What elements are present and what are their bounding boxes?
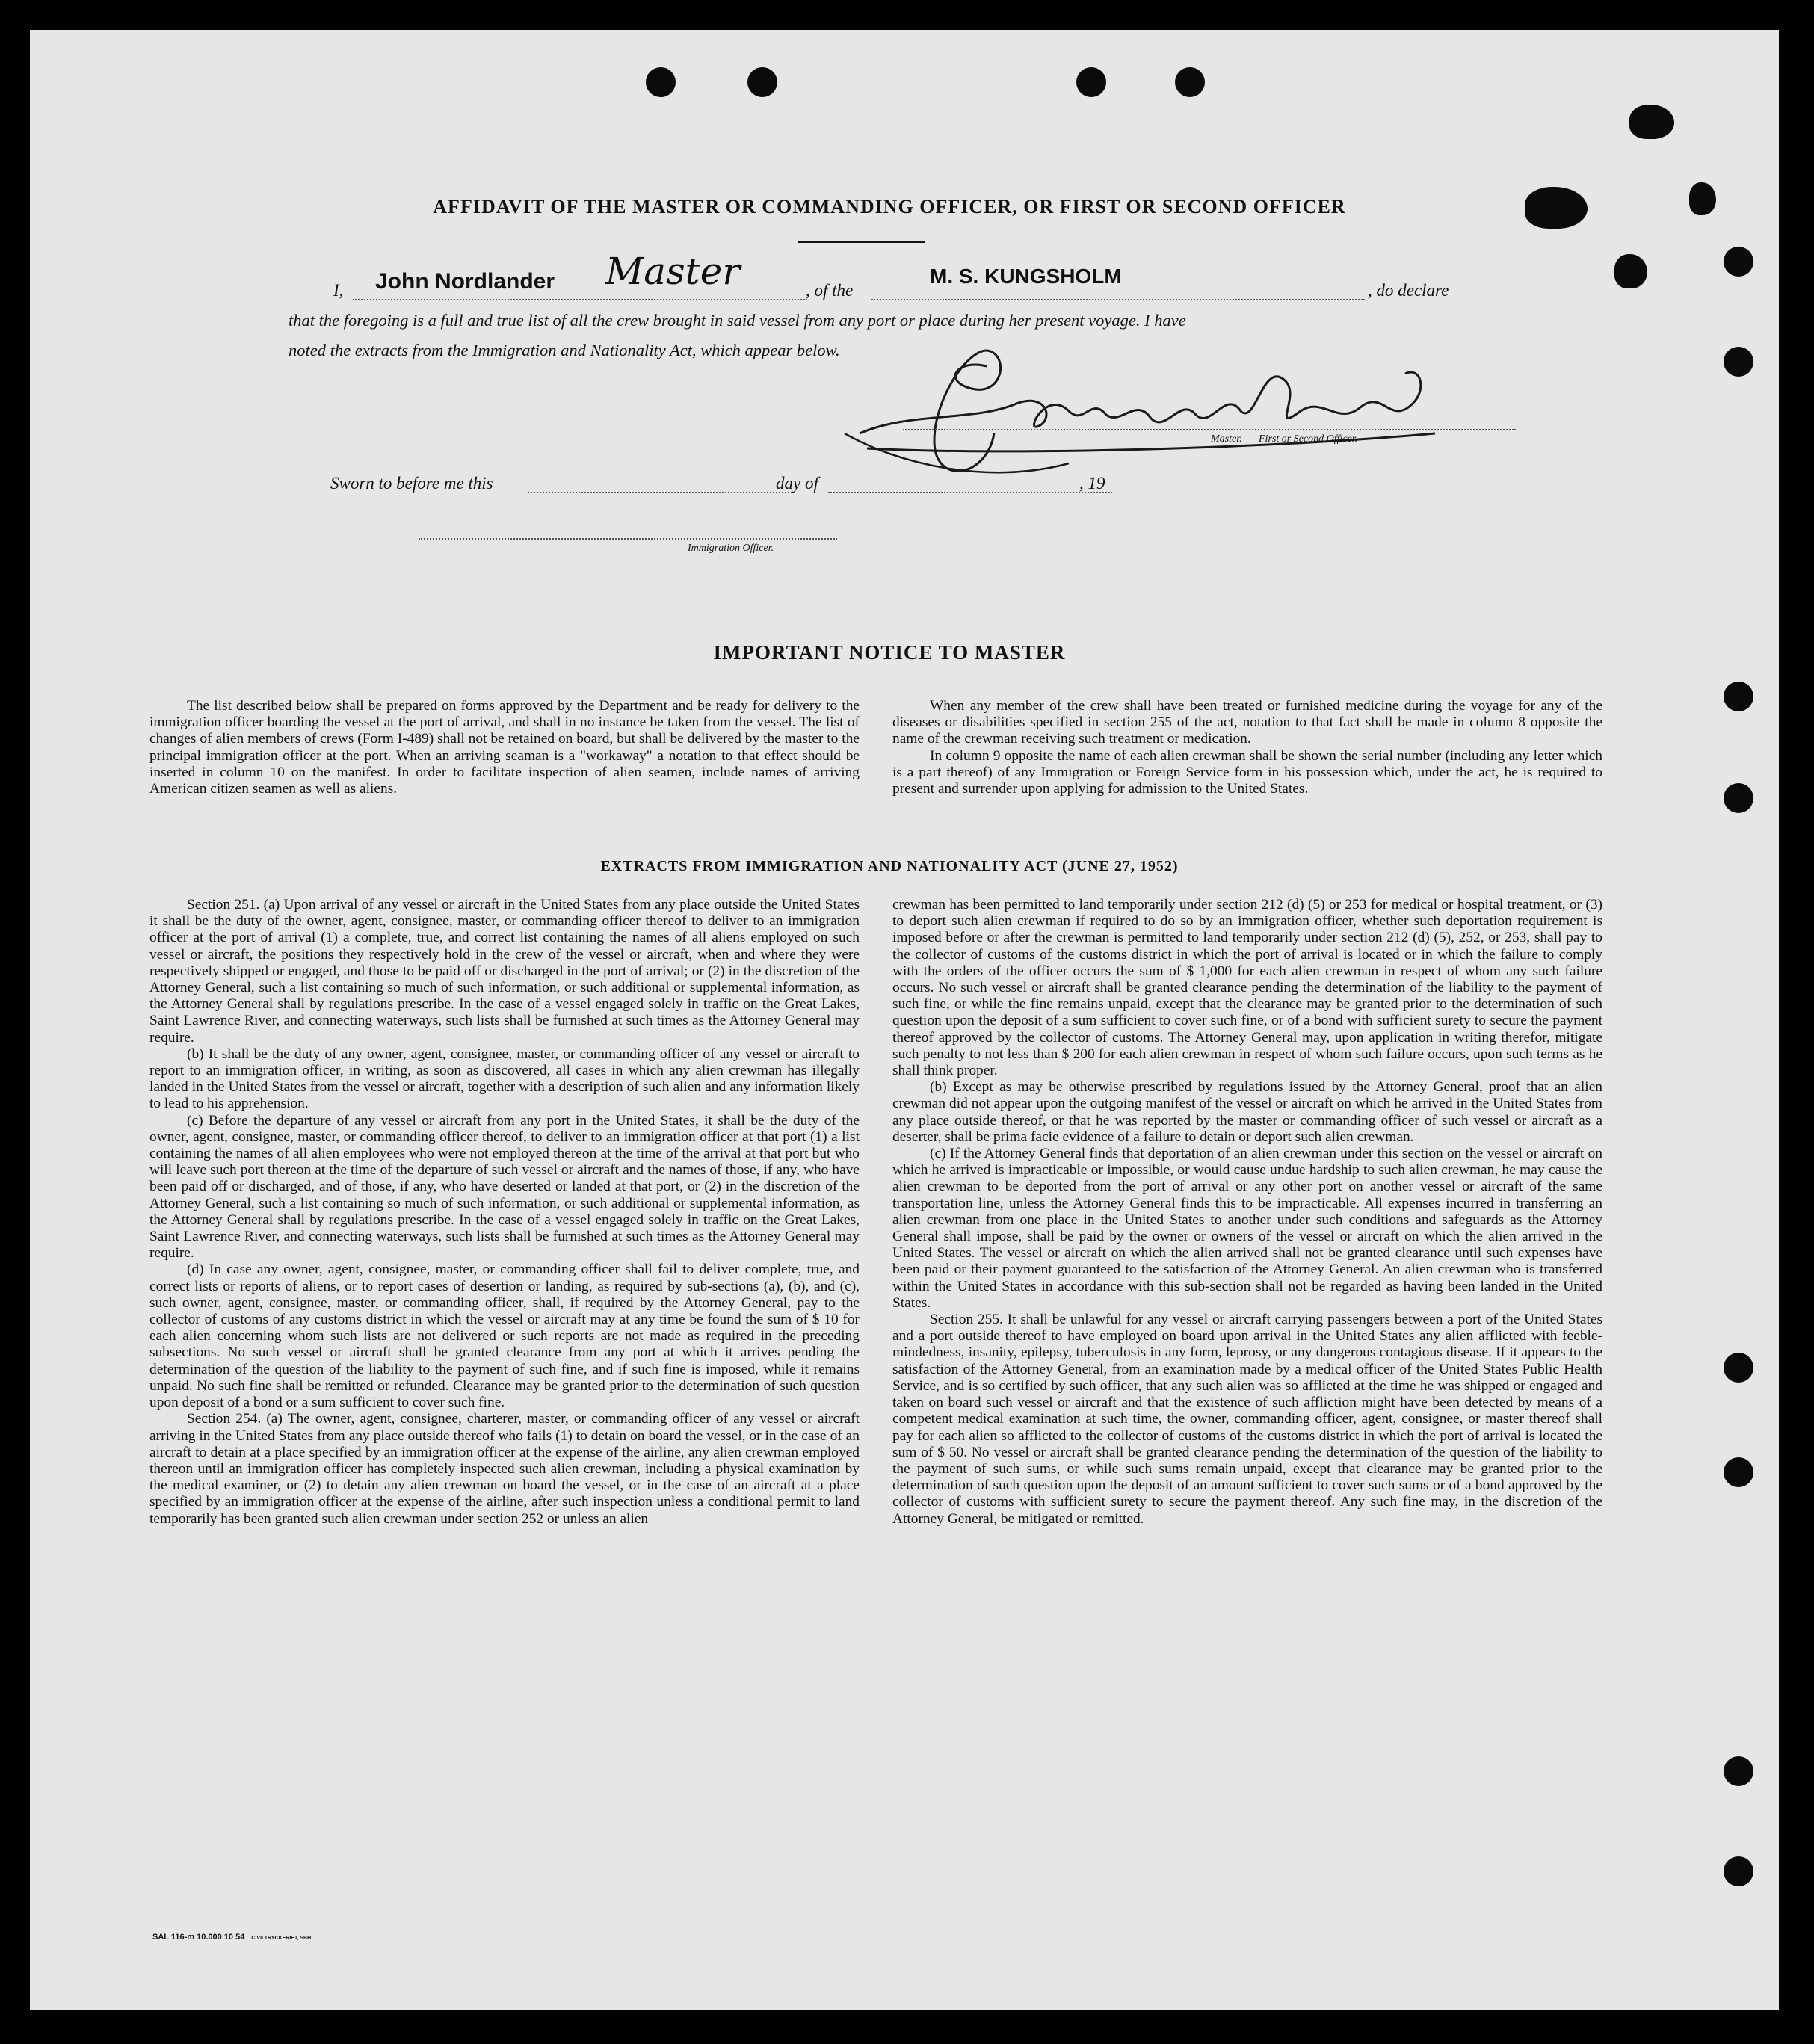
i-label: I, <box>333 281 344 300</box>
notice-title: IMPORTANT NOTICE TO MASTER <box>713 641 1066 664</box>
extracts-title: EXTRACTS FROM IMMIGRATION AND NATIONALITY ACT (JUNE 27, 1952) <box>600 858 1179 874</box>
notice-left-column <box>149 698 860 797</box>
punch-hole <box>1724 682 1753 711</box>
declaration-line-2: that the foregoing is a full and true list of all the crew brought in said vessel from any port or place during her present voyage. I have <box>289 311 1186 330</box>
affidavit-title: AFFIDAVIT OF THE MASTER OR COMMANDING OFFICER, OR FIRST OR SECOND OFFICER <box>433 196 1346 217</box>
notice-right-paragraph-1: When any member of the crew shall have been treated or furnished medicine during the voyage for any of the diseases or disabilities specified in section 255 of the act, notation to that fact shall be made in column 8 opposite the name of the crewman receiving such treatment or medication. <box>892 698 1602 747</box>
printer-text: CIVILTRYCKERIET, SBH <box>251 1936 312 1941</box>
extract-paragraph: (d) In case any owner, agent, consignee, master, or commanding officer shall fail to deliver complete, true, and correct lists or reports of aliens, or to report cases of desertion or landing, as required by sub-sections (a), (b), and (c), such owner, agent, consignee, master, or commanding officer, shall, if required by the Attorney General, pay to the collector of customs of any customs district in which the vessel or aircraft may at any time be found the sum of $ 10 for each alien concerning whom such lists are not delivered or such reports are not made as required in the preceding subsections. No such vessel or aircraft shall be granted clearance from any port at which it arrives pending the determination of the question of the liability to the payment of such fine, and if such fine is imposed, while it remains unpaid. No such fine shall be remitted or refunded. Clearance may be granted prior to the determination of such question upon deposit of a bond or a sum sufficient to cover such fine. <box>149 1262 860 1411</box>
punch-hole <box>1724 1353 1753 1383</box>
day-of-label: day of <box>776 474 818 493</box>
ink-blot <box>1629 105 1674 139</box>
extract-paragraph: Section 251. (a) Upon arrival of any vessel or aircraft in the United States from any place outside the United States it shall be the duty of the owner, agent, consignee, master, or commanding officer thereof to deliver to an immigration officer at the port of arrival (1) a complete, true, and correct list containing the names of all aliens employed on such vessel or aircraft, the positions they respectively hold in the crew of the vessel or aircraft, when and where they were respectively shipped or engaged, and those to be paid off or discharged in the port of arrival; or (2) in the discretion of the Attorney General, such a list containing so much of such information, or such additional or supplemental information, as the Attorney General shall by regulations prescribe. In the case of a vessel engaged solely in traffic on the Great Lakes, Saint Lawrence River, and connecting waterways, such lists shall be furnished at such times as the Attorney General may require. <box>149 897 860 1046</box>
punch-hole <box>1724 1457 1753 1487</box>
extract-paragraph: crewman has been permitted to land temporarily under section 212 (d) (5) or 253 for medical or hospital treatment, or (3) to deport such alien crewman if required to do so by an immigration officer, whether such deportation requirement is imposed before or after the crewman is permitted to land temporarily under section 212 (d) (5), 252, or 253, shall pay to the collector of customs of the customs district in which the port of arrival is located or in which the failure to comply with the orders of the officer occurs the sum of $ 1,000 for each alien crewman in respect of whom any such failure occurs. No such vessel or aircraft shall be granted clearance pending the determination of the liability to the payment of such fine, or while the fine remains unpaid, except that the clearance may be granted prior to the determination of such question upon the deposit of a sum sufficient to cover such fine, or of a bond with sufficient surety to secure the payment thereof approved by the collector of customs. The Attorney General may, upon application in writing therefor, mitigate such penalty to not less than $ 200 for each alien crewman in respect of whom such failure occurs, upon such terms as he shall think proper. <box>892 897 1602 1079</box>
vessel-line <box>871 299 1365 300</box>
of-the-label: , of the <box>806 281 854 300</box>
punch-hole <box>1724 347 1753 377</box>
rank-handwritten: Master <box>605 250 741 293</box>
punch-hole <box>1724 1856 1753 1886</box>
extract-paragraph: Section 255. It shall be unlawful for any vessel or aircraft carrying passengers between a port of the United States and a port outside thereof to have employed on board upon arrival in the United States any alien afflicted with feeble-mindedness, insanity, epilepsy, tuberculosis in any form, leprosy, or any dangerous contagious disease. If it appears to the satisfaction of the Attorney General, from an examination made by a medical officer of the United States Public Health Service, and is so certified by such officer, that any such alien was so afflicted at the time he was shipped or engaged and taken on board such vessel or aircraft and that the existence of such affliction might have been detected by means of a competent medical examination at such time, the owner, commanding officer, agent, consignee, or master thereof shall pay for each alien so afflicted to the collector of customs of the customs district in which the port of arrival is located the sum of $ 50. No vessel or aircraft shall be granted clearance pending the determination of the question of the liability to the payment of such sums, or while such sums remain unpaid, except that clearance may be granted prior to the determination of such question upon the deposit of an amount sufficient to cover such sums or of a bond approved by the collector of customs with sufficient surety to secure the payment thereof. Any such fine may, in the discretion of the Attorney General, be mitigated or remitted. <box>892 1312 1602 1527</box>
punch-hole <box>646 67 676 97</box>
declaration-line-3: noted the extracts from the Immigration and Nationality Act, which appear below. <box>289 341 840 359</box>
notice-right-paragraph-2: In column 9 opposite the name of each alien crewman shall be shown the serial number (including any letter which is a part thereof) of any Immigration or Foreign Service form in his possession which, under the act, he is required to present and surrender upon applying for admission to the United States. <box>892 747 1602 797</box>
punch-hole <box>1724 783 1753 813</box>
extracts-left-column <box>149 897 860 1528</box>
name-line <box>353 299 807 300</box>
officer-line <box>419 538 837 540</box>
punch-hole <box>1724 247 1753 277</box>
title-rule <box>798 241 925 243</box>
form-number <box>152 1933 311 1942</box>
extract-paragraph: (c) Before the departure of any vessel or aircraft from any port in the United States, it shall be the duty of the owner, agent, consignee, master, or commanding officer thereof, to deliver to an immigration officer at that port (1) a list containing the names of all alien employees who were not employed thereon at the time of the arrival at that port but who will leave such port thereon at the time of the departure of such vessel or aircraft and the names of those, if any, who have been paid off or discharged, and of those, if any, who have deserted or landed at that port, or (2) in the discretion of the Attorney General, such a list containing so much of such information, or such additional or supplemental information, as the Attorney General shall by regulations prescribe. In the case of a vessel engaged solely in traffic on the Great Lakes, Saint Lawrence River, and connecting waterways, such lists shall be furnished at such times as the Attorney General may require. <box>149 1112 860 1262</box>
year-label: , 19 <box>1079 474 1105 493</box>
extracts-right-column <box>892 897 1602 1528</box>
extract-paragraph: Section 254. (a) The owner, agent, consignee, charterer, master, or commanding officer of any vessel or aircraft arriving in the United States from any place outside thereof who fails (1) to detain on board the vessel, or in the case of an aircraft to detain at a place specified by an immigration officer at the expense of the airline, any alien crewman employed thereon until an immigration officer has completely inspected such alien crewman, including a physical examination by the medical examiner, or (2) to detain any alien crewman on board the vessel, or in the case of an aircraft at a place specified by an immigration officer at the expense of the airline, after such inspection unless a conditional permit to land temporarily has been granted such alien crewman under section 252 or unless an alien <box>149 1411 860 1527</box>
signature-caption-struck: First or Second Officer. <box>1259 433 1358 445</box>
punch-hole <box>1724 1756 1753 1786</box>
extract-paragraph: (b) Except as may be otherwise prescribed by regulations issued by the Attorney General, proof that an alien crewman did not appear upon the outgoing manifest of the vessel or aircraft on which he arrived in the United States from any place outside thereof, or that he was reported by the master or commanding officer of such vessel or aircraft as a deserter, shall be prima facie evidence of a failure to detain or deport such alien crewman. <box>892 1079 1602 1145</box>
extract-paragraph: (b) It shall be the duty of any owner, agent, consignee, master, or commanding officer of any vessel or aircraft to report to an immigration officer, in writing, as soon as discovered, all cases in which any alien crewman has illegally landed in the United States from the vessel or aircraft, together with a description of such alien and any information likely to lead to his apprehension. <box>149 1046 860 1112</box>
sworn-day-line <box>528 492 792 493</box>
handwritten-signature <box>822 336 1465 501</box>
master-name: John Nordlander <box>375 269 555 294</box>
document-sheet <box>30 30 1779 2010</box>
sworn-label: Sworn to before me this <box>330 474 493 493</box>
vessel-name: M. S. KUNGSHOLM <box>930 265 1122 288</box>
signature-line <box>903 429 1516 430</box>
sworn-month-line <box>828 492 1112 493</box>
punch-hole <box>747 67 777 97</box>
notice-right-column <box>892 698 1602 797</box>
form-number-text: SAL 116-m 10.000 10 54 <box>152 1933 245 1942</box>
punch-hole <box>1175 67 1205 97</box>
signature-caption-master: Master. <box>1211 433 1242 445</box>
punch-hole <box>1076 67 1106 97</box>
ink-blot <box>1614 254 1647 288</box>
do-declare-label: , do declare <box>1368 281 1449 300</box>
extract-paragraph: (c) If the Attorney General finds that deportation of an alien crewman under this section on the vessel or aircraft on which he arrived is impracticable or impossible, or would cause undue hardship to such alien crewman, he may cause the alien crewman to be deported from the port of arrival or any other port on another vessel or aircraft of the same transportation line, unless the Attorney General finds this to be impracticable. All expenses incurred in transferring an alien crewman from one place in the United States to another under such conditions and safeguards as the Attorney General shall impose, shall be paid by the owner or owners of the vessel or aircraft on which the alien arrived in the United States. The vessel or aircraft on which the alien arrived shall not be granted clearance until such expenses have been paid or their payment guaranteed to the satisfaction of the Attorney General. An alien crewman who is transferred within the United States in accordance with this sub-section shall not be regarded as having been landed in the United States. <box>892 1146 1602 1311</box>
notice-left-paragraph: The list described below shall be prepared on forms approved by the Department and be ready for delivery to the immigration officer boarding the vessel at the port of arrival, and shall in no instance be taken from the vessel. The list of changes of alien members of crews (Form I-489) shall not be retained on board, but shall be delivered by the master to the principal immigration officer at the port. When an arriving seaman is a "workaway" a notation to that effect should be inserted in column 10 on the manifest. In order to facilitate inspection of alien seamen, include names of arriving American citizen seamen as well as aliens. <box>149 698 860 797</box>
immigration-officer-label: Immigration Officer. <box>688 543 774 554</box>
